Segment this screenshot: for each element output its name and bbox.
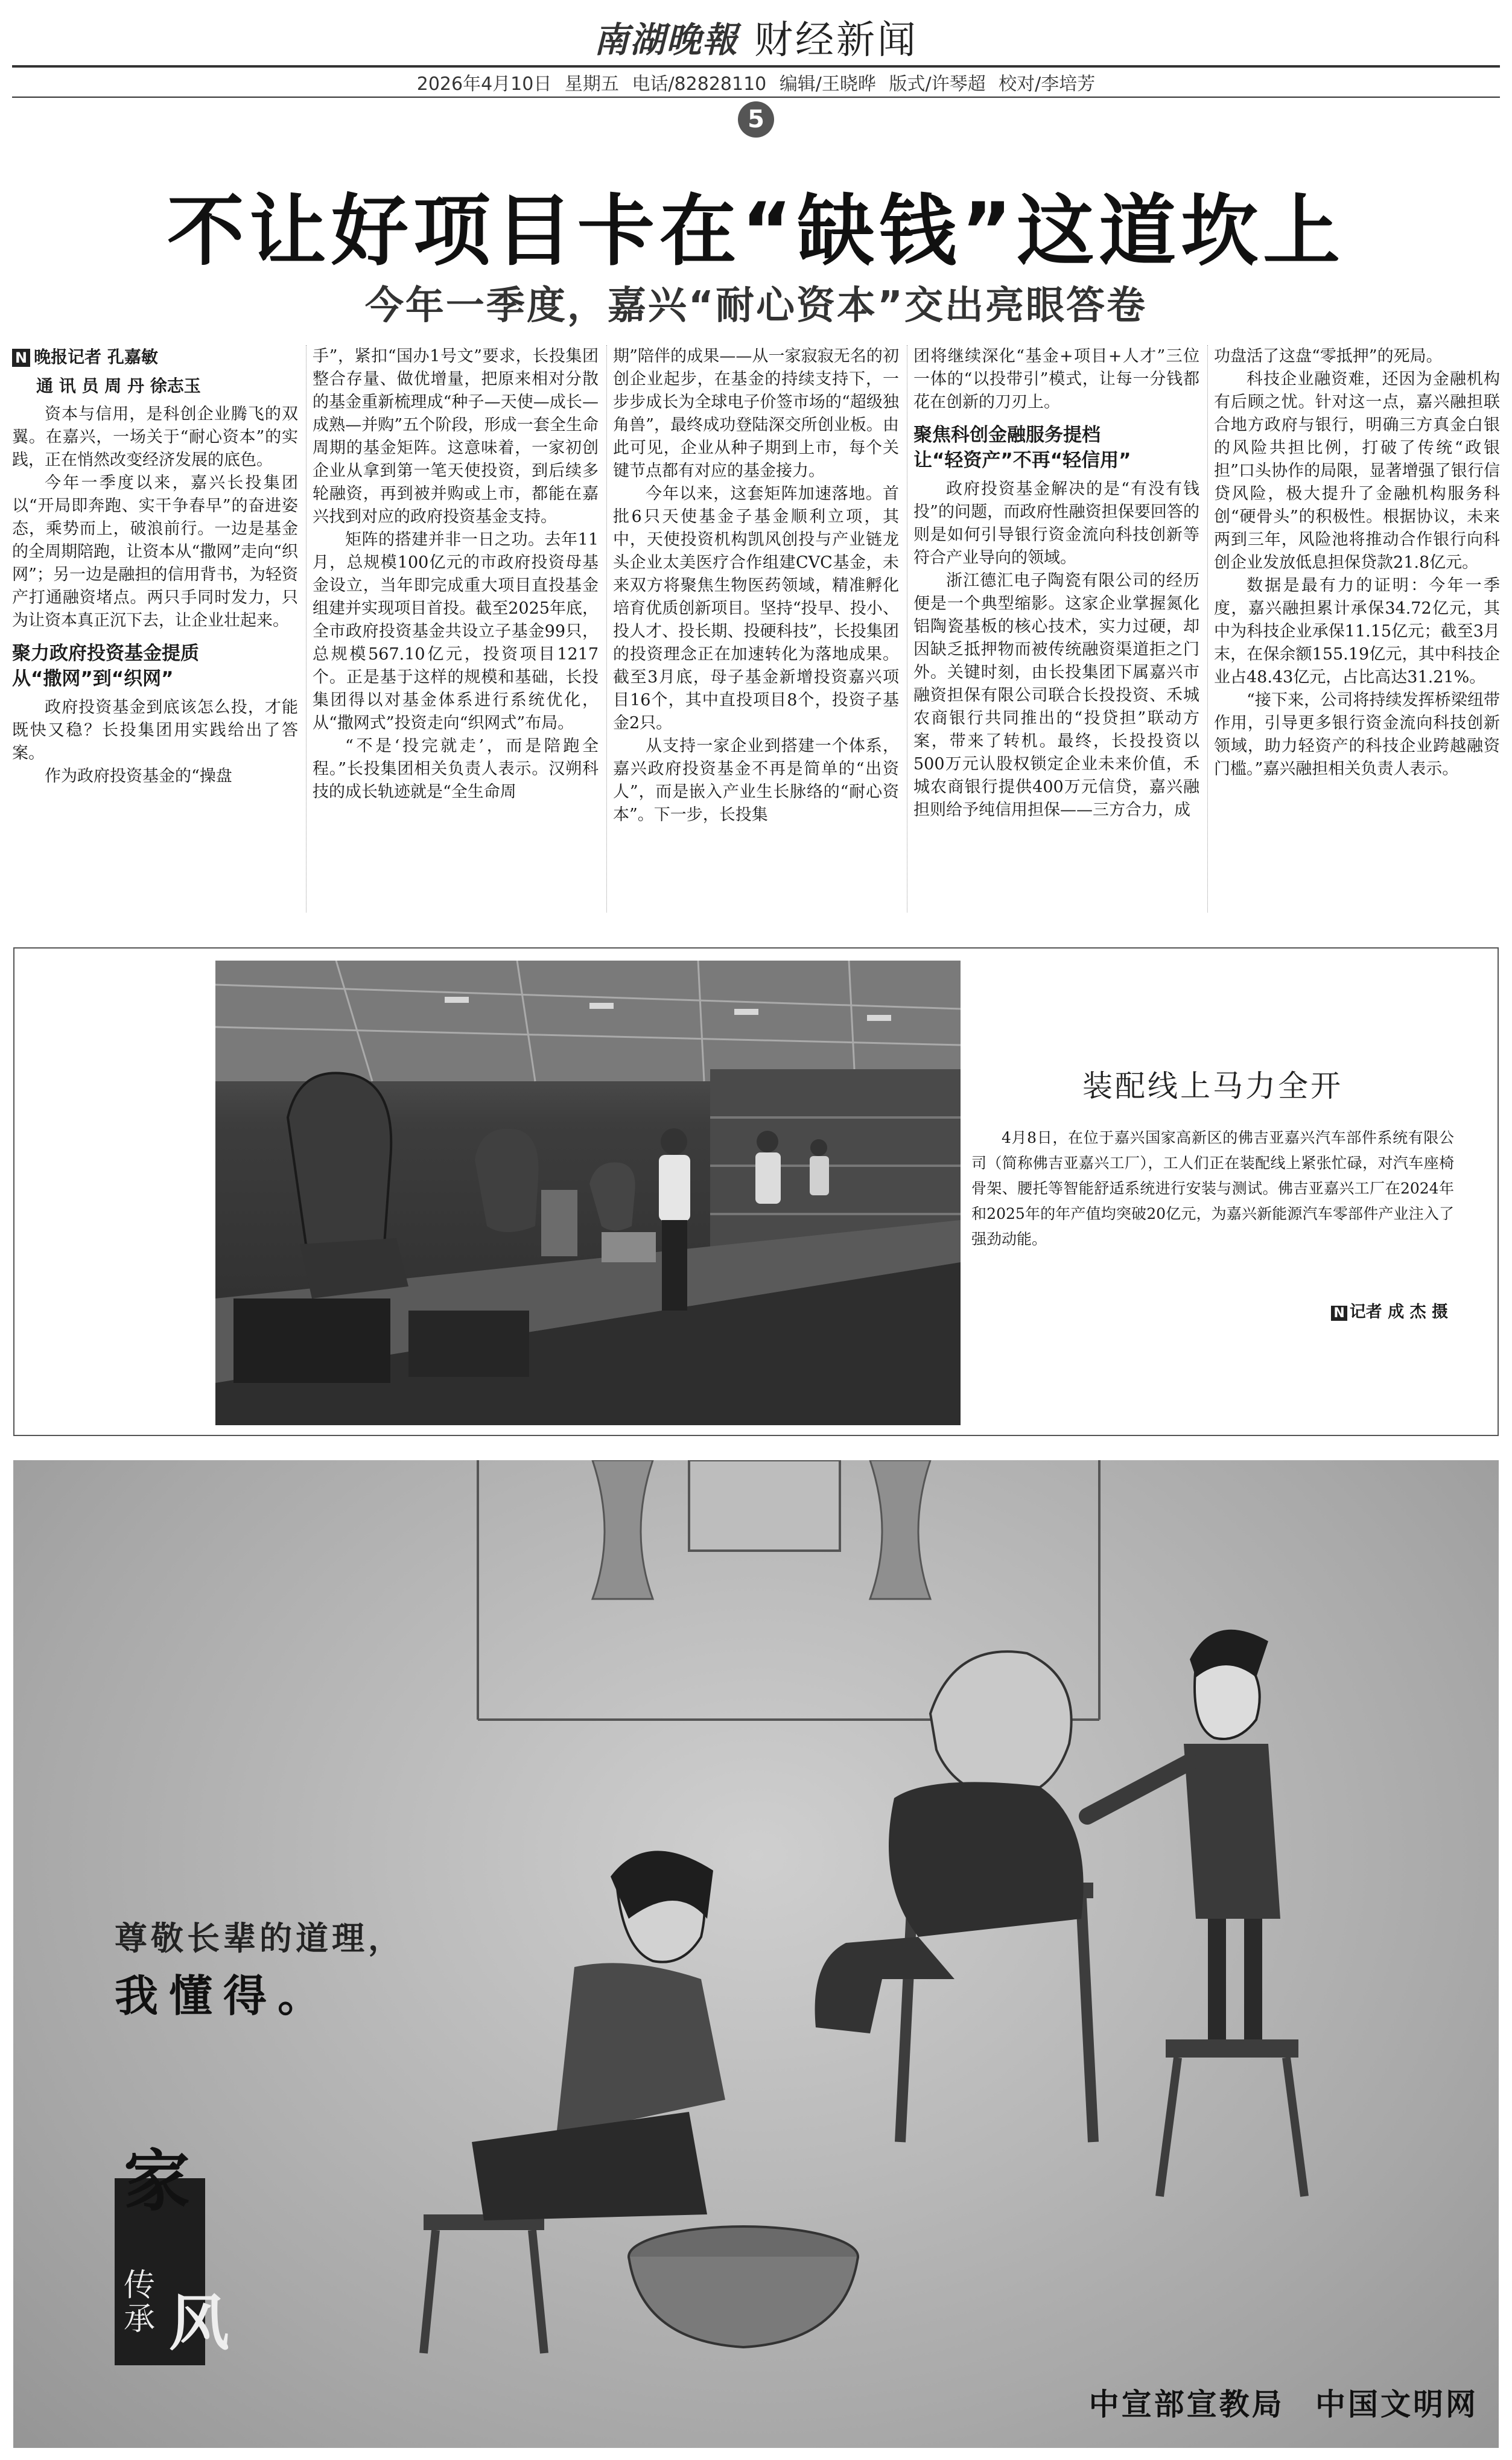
section-heading-guarantee <box>913 422 1199 473</box>
paragraph: 浙江德汇电子陶瓷有限公司的经历便是一个典型缩影。这家企业掌握氮化铝陶瓷基板的核心技术，实力过硬，却因缺乏抵押物而被传统融资渠道拒之门外。关键时刻，由长投集团下属嘉兴市融资担保有限公司联合长投投资、禾城农商银行共同推出的“投贷担”联动方案，带来了转机。最终，长投投资以500万元认股权锁定企业未来价值，禾城农商银行提供400万元信贷，嘉兴融担则给予纯信用担保——三方合力，成 <box>913 571 1199 819</box>
paragraph: “不是‘投完就走’，而是陪跑全程。”长投集团相关负责人表示。汉朔科技的成长轨迹就是“全生命周 <box>313 737 599 801</box>
paragraph: 从支持一家企业到搭建一个体系，嘉兴政府投资基金不再是简单的“出资人”，而是嵌入产业生长脉络的“耐心资本”。下一步，长投集 <box>613 737 899 824</box>
layout-credit: 版式/许琴超 <box>889 74 986 95</box>
issue-weekday: 星期五 <box>564 74 619 95</box>
byline-reporter <box>12 345 298 369</box>
paragraph: 团将继续深化“基金+项目+人才”三位一体的“以投带引”模式，让每一分钱都花在创新的刀刃上。 <box>913 347 1199 412</box>
credit-mark: N <box>1331 1306 1347 1321</box>
paragraph: 政府投资基金到底该怎么投，才能既快又稳？长投集团用实践给出了答案。 <box>12 698 298 763</box>
paragraph: 期”陪伴的成果——从一家寂寂无名的初创企业起步，在基金的持续支持下，一步步成长为全球电子价签市场的“超级独角兽”，最终成功登陆深交所创业板。由此可见，企业从种子期到上市，每个关键节点都有对应的基金接力。 <box>613 347 899 480</box>
section-heading-line: 聚焦科创金融服务提档 <box>913 424 1101 446</box>
byline-reporter-text: 晚报记者 孔嘉敏 <box>34 347 158 367</box>
section-heading-line: 从“撒网”到“织网” <box>12 668 174 690</box>
newspaper-logo: 南湖晚報 <box>593 19 739 60</box>
masthead-rule-top <box>12 65 1500 68</box>
issue-date: 2026年4月10日 <box>416 74 552 95</box>
photo-feature-credit <box>971 1298 1448 1322</box>
paragraph: 今年以来，这套矩阵加速落地。首批6只天使基金子基金顺利立项，其中，天使投资机构凯风创投与产业链龙头企业太美医疗合作组建CVC基金，未来双方将聚焦生物医药领域，精准孵化培育优质创新项目。坚持“投早、投小、投人才、投长期、投硬科技”，长投集团的投资理念正在加速转化为落地成果。截至3月底，母子基金新增投资嘉兴项目16个，其中直投项目8个，投资子基金2只。 <box>613 485 899 733</box>
article-column-2 <box>313 345 599 924</box>
psa-slogan-line-1: 尊敬长辈的道理， <box>115 1919 404 1957</box>
paragraph: 今年一季度以来，嘉兴长投集团以“开局即奔跑、实干争春早”的奋进姿态，乘势而上，破浪前行。一边是基金的全周期陪跑，让资本从“撒网”走向“织网”；另一边是融担的信用背书，为轻资产打通融资堵点。两只手同时发力，只为让资本真正沉下去，让企业壮起来。 <box>12 474 298 630</box>
article-body <box>12 345 1500 924</box>
paragraph: 数据是最有力的证明：今年一季度，嘉兴融担累计承保34.72亿元，其中为科技企业承保11.15亿元；截至3月末，在保余额155.19亿元，其中科技企业占48.43亿元，占比高达31.21%。 <box>1214 576 1500 687</box>
section-heading-line: 聚力政府投资基金提质 <box>12 643 199 664</box>
article-subheadline: 今年一季度，嘉兴“耐心资本”交出亮眼答卷 <box>364 284 1148 328</box>
masthead-title-row <box>0 11 1512 63</box>
page-number-badge: 5 <box>738 101 774 138</box>
assembly-line-illustration <box>215 961 961 1425</box>
paragraph: 手”，紧扣“国办1号文”要求，长投集团整合存量、做优增量，把原来相对分散的基金重新梳理成“种子—天使—成长—成熟—并购”五个阶段，形成一套全生命周期的基金矩阵。这意味着，一家初创企业从拿到第一笔天使投资，到后续多轮融资，再到被并购或上市，都能在嘉兴找到对应的政府投资基金支持。 <box>313 347 599 526</box>
psa-sponsor-footer: 中宣部宣教局 中国文明网 <box>1088 2387 1478 2422</box>
section-name: 财经新闻 <box>754 18 918 63</box>
section-heading-fund <box>12 641 298 691</box>
paragraph: 资本与信用，是科创企业腾飞的双翼。在嘉兴，一场关于“耐心资本”的实践，正在悄然改变经济发展的底色。 <box>12 405 298 469</box>
column-divider <box>306 345 307 912</box>
byline-mark: N <box>12 349 30 367</box>
editor-credit: 编辑/王晓晔 <box>779 74 876 95</box>
assembly-line-photo <box>215 961 961 1425</box>
article-headline: 不让好项目卡在“缺钱”这道坎上 <box>167 186 1345 276</box>
article-column-4 <box>913 345 1199 924</box>
psa-slogan-line-2: 我懂得。 <box>115 1970 332 2021</box>
article-column-1 <box>12 345 298 924</box>
paragraph: 政府投资基金解决的是“有没有钱投”的问题，而政府性融资担保要回答的则是如何引导银行资金流向科技创新等符合产业导向的领域。 <box>913 480 1199 567</box>
paragraph: 矩阵的搭建并非一日之功。去年11月，总规模100亿元的市政府投资母基金设立，当年即完成重大项目直投基金组建并实现项目首投。截至2025年底，全市政府投资基金共设立子基金99只，总规模567.10亿元，投资项目1217个。正是基于这样的规模和基础，长投集团得以对基金体系进行系统优化，从“撒网式”投资走向“织网式”布局。 <box>313 530 599 733</box>
masthead-rule-bottom <box>12 97 1500 98</box>
paragraph: 科技企业融资难，还因为金融机构有后顾之忧。针对这一点，嘉兴融担联合地方政府与银行，明确三方真金白银的风险共担比例，打破了传统“政银担”口头协作的局限，显著增强了银行信贷风险，极大提升了金融机构服务科创“硬骨头”的积极性。根据协议，未来两到三年，风险池将推动合作银行向科创企业发放低息担保贷款21.8亿元。 <box>1214 370 1500 572</box>
article-column-3 <box>613 345 899 924</box>
photo-feature-caption: 4月8日，在位于嘉兴国家高新区的佛吉亚嘉兴汽车部件系统有限公司（简称佛吉亚嘉兴工厂），工人们正在装配线上紧张忙碌，对汽车座椅骨架、腰托等智能舒适系统进行安装与测试。佛吉亚嘉兴工厂在2024年和2025年的年产值均突破20亿元，为嘉兴新能源汽车零部件产业注入了强劲动能。 <box>971 1129 1454 1248</box>
contact-phone: 电话/82828110 <box>632 74 767 95</box>
paragraph: “接下来，公司将持续发挥桥梁纽带作用，引导更多银行资金流向科技创新领域，助力轻资产的科技企业跨越融资门槛。”嘉兴融担相关负责人表示。 <box>1214 691 1500 778</box>
column-divider <box>1207 345 1208 912</box>
psa-brand-jia: 家 <box>124 2142 190 2220</box>
masthead <box>0 0 1512 139</box>
credit-text: 记者 成 杰 摄 <box>1349 1303 1448 1321</box>
byline-correspondents: 通 讯 员 周 丹 徐志玉 <box>36 376 201 396</box>
paragraph: 作为政府投资基金的“操盘 <box>45 767 232 786</box>
masthead-info-line <box>0 69 1512 95</box>
column-divider <box>606 345 607 912</box>
paragraph: 功盘活了这盘“零抵押”的死局。 <box>1214 347 1443 366</box>
psa-brand-feng: 风 <box>169 2287 229 2359</box>
proofread-credit: 校对/李培芳 <box>999 74 1096 95</box>
article-column-5 <box>1214 345 1500 924</box>
psa-brand-chuancheng: 传承 <box>124 2268 156 2338</box>
section-heading-line: 让“轻资产”不再“轻信用” <box>913 450 1131 471</box>
photo-feature-title: 装配线上马力全开 <box>1082 1069 1343 1104</box>
